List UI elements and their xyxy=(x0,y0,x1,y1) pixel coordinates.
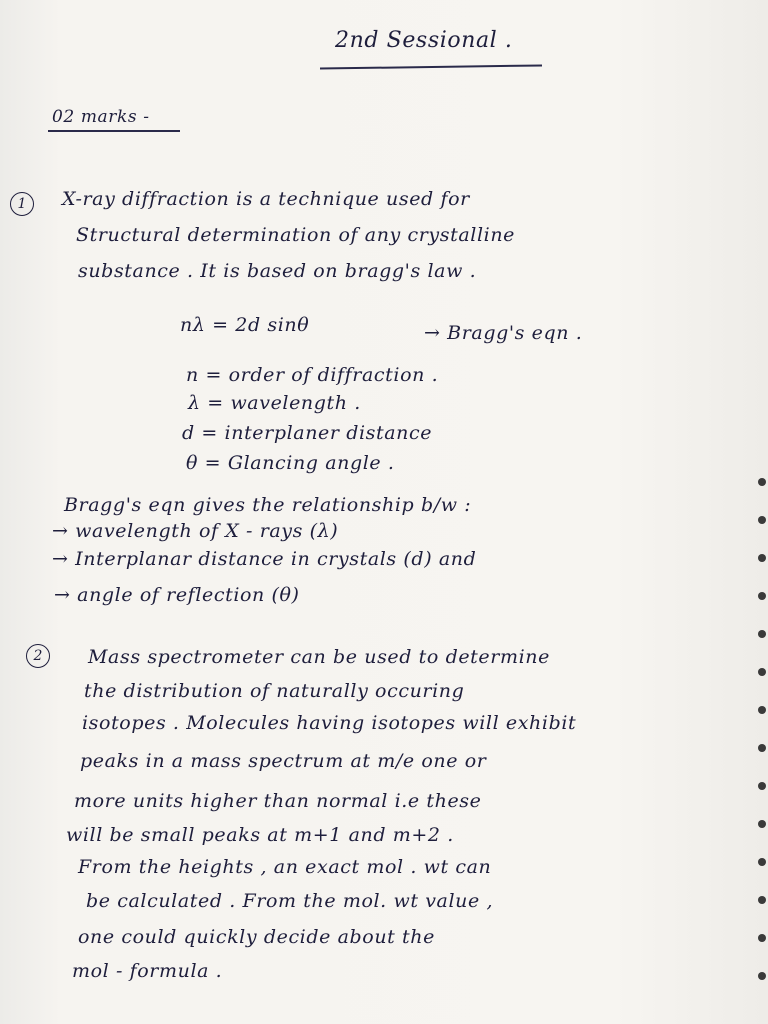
binding-hole xyxy=(758,858,766,866)
q1-line: substance . It is based on bragg's law . xyxy=(78,260,477,282)
binding-hole xyxy=(758,934,766,942)
binding-hole xyxy=(758,592,766,600)
q2-line: one could quickly decide about the xyxy=(78,926,435,948)
definition-d: d = interplaner distance xyxy=(182,422,433,444)
definition-lambda: λ = wavelength . xyxy=(188,392,361,414)
q2-line: Mass spectrometer can be used to determine xyxy=(88,646,550,668)
question-1-number: 1 xyxy=(10,192,34,216)
title-underline xyxy=(320,64,542,69)
q1-line: X-ray diffraction is a technique used for xyxy=(62,188,470,210)
q2-line: mol - formula . xyxy=(72,960,223,982)
q1-line: Structural determination of any crystalline xyxy=(76,224,515,246)
marks-label: 02 marks - xyxy=(52,107,150,127)
binding-hole xyxy=(758,668,766,676)
relation-item: → Interplanar distance in crystals (d) and xyxy=(52,548,477,570)
page-title: 2nd Sessional . xyxy=(335,28,513,53)
q2-line: more units higher than normal i.e these xyxy=(74,790,482,812)
relation-item: → angle of reflection (θ) xyxy=(54,584,300,606)
binding-hole xyxy=(758,630,766,638)
q2-line: will be small peaks at m+1 and m+2 . xyxy=(66,824,454,846)
q2-line: From the heights , an exact mol . wt can xyxy=(78,856,492,878)
bragg-equation-label: → Bragg's eqn . xyxy=(424,322,583,344)
binding-hole xyxy=(758,516,766,524)
binding-hole xyxy=(758,554,766,562)
binding-hole xyxy=(758,706,766,714)
definition-n: n = order of diffraction . xyxy=(186,364,439,386)
binding-hole xyxy=(758,896,766,904)
question-2-number: 2 xyxy=(26,644,50,668)
relation-intro: Bragg's eqn gives the relationship b/w : xyxy=(64,494,472,516)
binding-hole xyxy=(758,820,766,828)
q2-line: peaks in a mass spectrum at m/e one or xyxy=(80,750,487,772)
binding-hole xyxy=(758,782,766,790)
binding-hole xyxy=(758,478,766,486)
marks-underline xyxy=(48,130,180,132)
binding-hole xyxy=(758,744,766,752)
binding-hole xyxy=(758,972,766,980)
q2-line: isotopes . Molecules having isotopes will exhibit xyxy=(82,712,577,734)
definition-theta: θ = Glancing angle . xyxy=(186,452,395,474)
relation-item: → wavelength of X - rays (λ) xyxy=(52,520,339,542)
q2-line: the distribution of naturally occuring xyxy=(84,680,465,702)
q2-line: be calculated . From the mol. wt value , xyxy=(86,890,494,912)
bragg-equation: nλ = 2d sinθ xyxy=(180,314,310,336)
